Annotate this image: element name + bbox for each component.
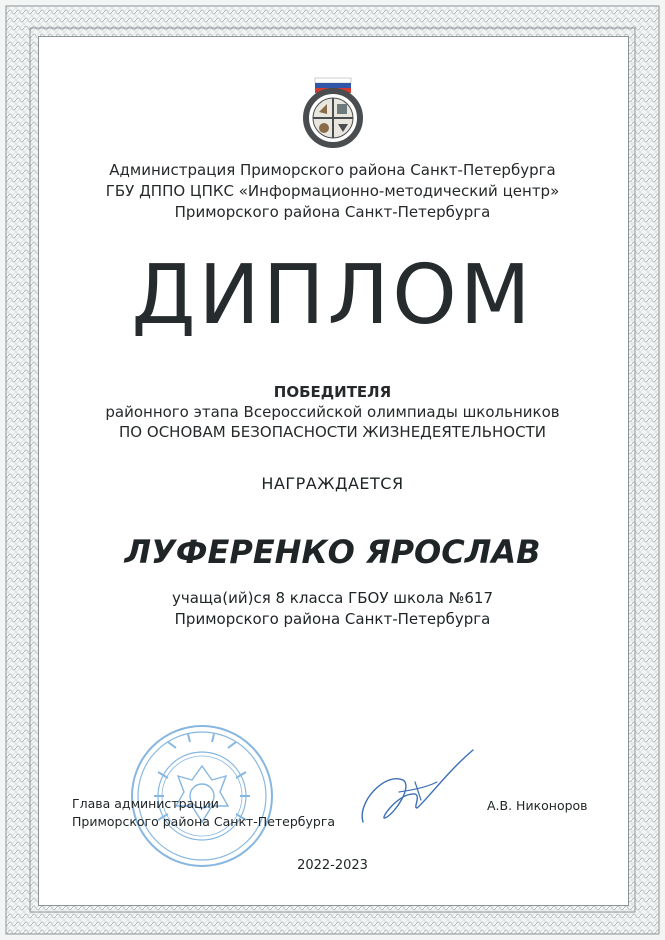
winner-line-1: ПОБЕДИТЕЛЯ bbox=[273, 383, 392, 401]
student-line-1: учаща(ий)ся 8 класса ГБОУ школа №617 bbox=[172, 589, 493, 607]
awarded-label: НАГРАЖДАЕТСЯ bbox=[261, 474, 404, 493]
organization-line-3: Приморского района Санкт-Петербурга bbox=[174, 203, 491, 221]
recipient-name: ЛУФЕРЕНКО ЯРОСЛАВ bbox=[124, 533, 541, 571]
signatory-post bbox=[72, 795, 335, 831]
academic-year: 2022-2023 bbox=[297, 858, 368, 873]
student-line-2: Приморского района Санкт-Петербурга bbox=[174, 610, 491, 628]
winner-line-2: районного этапа Всероссийской олимпиады школьников bbox=[105, 403, 560, 421]
winner-line-3: ПО ОСНОВАМ БЕЗОПАСНОСТИ ЖИЗНЕДЕЯТЕЛЬНОСТИ bbox=[119, 423, 546, 441]
organization-block bbox=[60, 160, 605, 223]
winner-block bbox=[60, 382, 605, 442]
signatory-post-line-1: Глава администрации bbox=[72, 796, 219, 811]
signatory-name: А.В. Никоноров bbox=[487, 798, 588, 813]
organization-line-1: Администрация Приморского района Санкт-Петербурга bbox=[109, 161, 556, 179]
signature-icon bbox=[355, 742, 485, 830]
organization-line-2: ГБУ ДППО ЦПКС «Информационно-методический центр» bbox=[105, 182, 560, 200]
olympiad-emblem-icon bbox=[293, 72, 373, 152]
student-info bbox=[60, 588, 605, 630]
diploma-title: ДИПЛОМ bbox=[131, 248, 534, 343]
signatory-post-line-2: Приморского района Санкт-Петербурга bbox=[72, 814, 336, 829]
